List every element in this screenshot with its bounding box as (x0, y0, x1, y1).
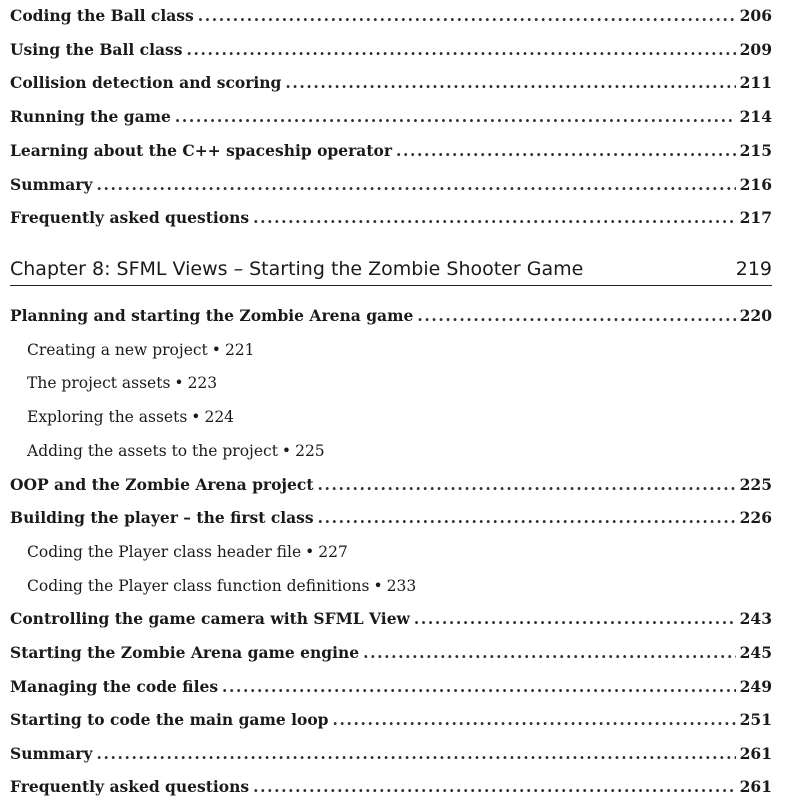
toc-entry[interactable] (10, 6, 772, 26)
subentry-page: 224 (204, 408, 235, 426)
entry-page: 209 (739, 40, 772, 59)
dot-leader (414, 609, 736, 629)
subentry-page: 227 (318, 543, 348, 561)
entry-title: Frequently asked questions (10, 208, 250, 227)
toc-entry[interactable] (10, 73, 772, 93)
toc-entry[interactable] (10, 744, 772, 764)
bullet-separator: • (211, 341, 221, 359)
toc-subentry[interactable] (27, 441, 325, 461)
toc-entry[interactable] (10, 208, 772, 228)
entry-title: Managing the code files (10, 677, 219, 696)
chapter-title: Chapter 8: SFML Views – Starting the Zombie Shooter Game (10, 258, 584, 280)
subentry-page: 225 (295, 442, 325, 460)
toc-entry[interactable] (10, 643, 772, 663)
chapter-page: 219 (735, 258, 772, 280)
toc-entry[interactable] (10, 508, 772, 528)
subentry-title: Coding the Player class function definitions (27, 577, 370, 595)
entry-title: Starting to code the main game loop (10, 710, 329, 729)
entry-page: 214 (739, 107, 772, 126)
dot-leader (333, 710, 736, 730)
toc-subentry[interactable] (27, 542, 348, 562)
dot-leader (417, 306, 735, 326)
entry-title: Planning and starting the Zombie Arena game (10, 306, 414, 325)
entry-title: Summary (10, 744, 93, 763)
bullet-separator: • (373, 577, 383, 595)
entry-page: 251 (739, 710, 772, 729)
entry-page: 211 (739, 73, 772, 92)
dot-leader (396, 141, 736, 161)
toc-subentry[interactable] (27, 576, 416, 596)
subentry-title: Coding the Player class header file (27, 543, 302, 561)
subentry-title: Exploring the assets (27, 408, 188, 426)
toc-entry[interactable] (10, 677, 772, 697)
entry-page: 261 (739, 744, 772, 763)
dot-leader (253, 777, 736, 797)
chapter-divider (10, 285, 772, 286)
entry-page: 226 (739, 508, 772, 527)
entry-page: 215 (739, 141, 772, 160)
bullet-separator: • (191, 408, 201, 426)
entry-title: Starting the Zombie Arena game engine (10, 643, 360, 662)
dot-leader (96, 744, 735, 764)
dot-leader (253, 208, 736, 228)
dot-leader (285, 73, 735, 93)
entry-page: 216 (739, 175, 772, 194)
entry-title: OOP and the Zombie Arena project (10, 475, 314, 494)
entry-page: 206 (739, 6, 772, 25)
entry-page: 249 (739, 677, 772, 696)
entry-title: Running the game (10, 107, 171, 126)
subentry-page: 233 (386, 577, 417, 595)
dot-leader (318, 508, 736, 528)
dot-leader (186, 40, 735, 60)
toc-entry[interactable] (10, 710, 772, 730)
entry-title: Controlling the game camera with SFML View (10, 609, 410, 628)
entry-page: 225 (739, 475, 772, 494)
bullet-separator: • (174, 374, 184, 392)
entry-title: Building the player – the first class (10, 508, 314, 527)
toc-subentry[interactable] (27, 340, 255, 360)
entry-title: Summary (10, 175, 93, 194)
toc-subentry[interactable] (27, 407, 234, 427)
entry-page: 220 (739, 306, 772, 325)
entry-page: 245 (739, 643, 772, 662)
toc-entry[interactable] (10, 609, 772, 629)
dot-leader (222, 677, 736, 697)
dot-leader (175, 107, 736, 127)
subentry-page: 221 (224, 341, 255, 359)
dot-leader (198, 6, 736, 26)
subentry-page: 223 (187, 374, 218, 392)
subentry-title: Adding the assets to the project (27, 442, 278, 460)
toc-subentry[interactable] (27, 373, 217, 393)
toc-entry[interactable] (10, 777, 772, 797)
toc-entry[interactable] (10, 141, 772, 161)
entry-title: Frequently asked questions (10, 777, 250, 796)
entry-title: Coding the Ball class (10, 6, 194, 25)
entry-title: Learning about the C++ spaceship operator (10, 141, 393, 160)
dot-leader (96, 175, 735, 195)
dot-leader (318, 475, 736, 495)
subentry-title: Creating a new project (27, 341, 208, 359)
bullet-separator: • (281, 442, 292, 460)
toc-entry[interactable] (10, 40, 772, 60)
entry-title: Collision detection and scoring (10, 73, 282, 92)
toc-entry[interactable] (10, 306, 772, 326)
entry-page: 261 (739, 777, 772, 796)
subentry-title: The project assets (27, 374, 171, 392)
entry-title: Using the Ball class (10, 40, 183, 59)
entry-page: 243 (739, 609, 772, 628)
toc-entry[interactable] (10, 107, 772, 127)
entry-page: 217 (739, 208, 772, 227)
toc-entry[interactable] (10, 475, 772, 495)
dot-leader (363, 643, 736, 663)
bullet-separator: • (305, 543, 315, 561)
chapter-heading[interactable] (10, 256, 772, 282)
toc-entry[interactable] (10, 175, 772, 195)
